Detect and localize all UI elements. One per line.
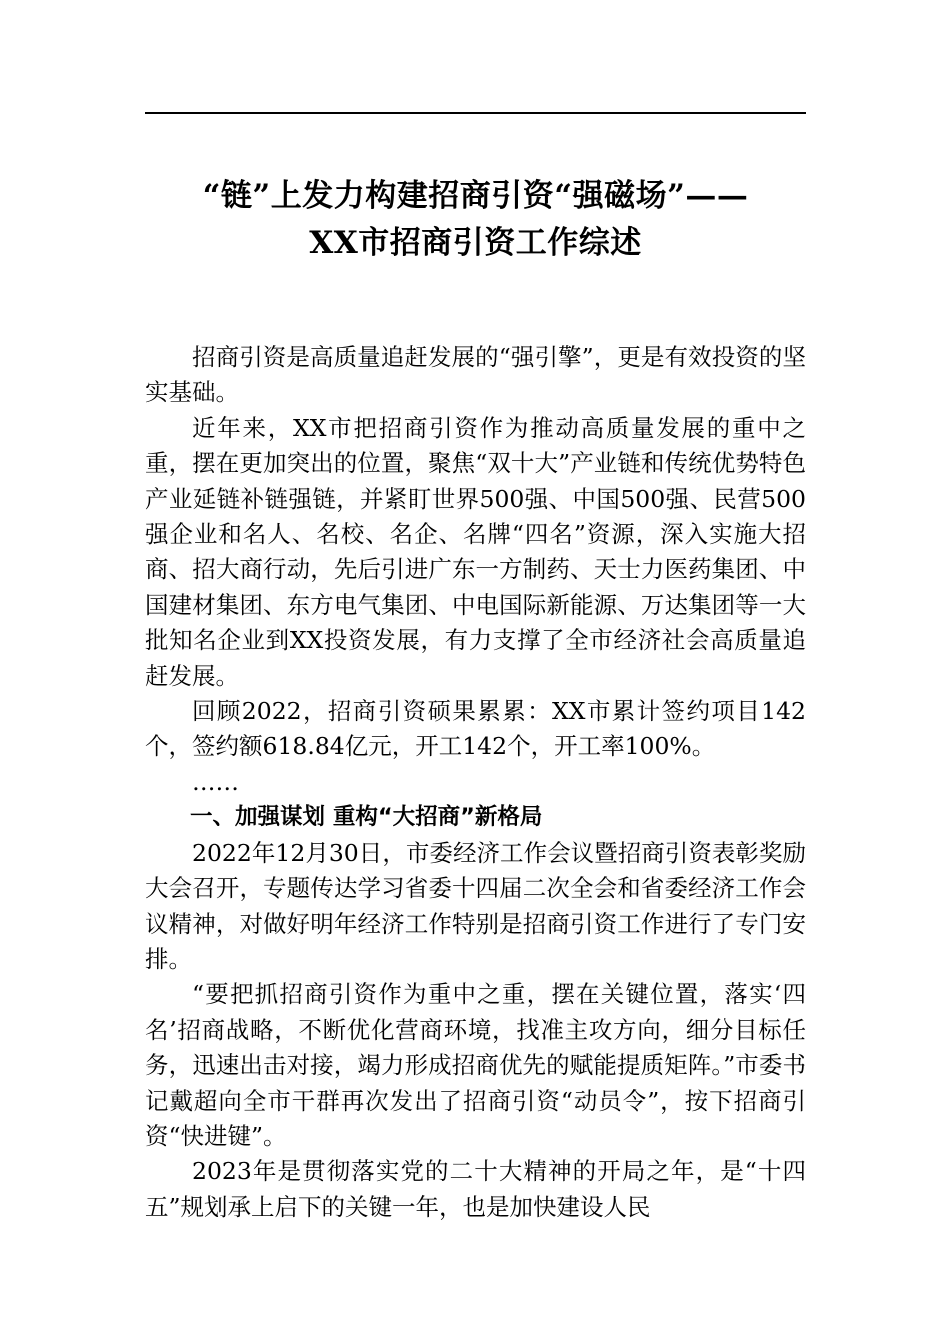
header-rule (145, 112, 806, 114)
review-paragraph: 回顾2022，招商引资硕果累累：XX市累计签约项目142个，签约额618.84亿元，开工142个，开工率100%。 (145, 697, 806, 761)
document-body (145, 340, 806, 1225)
background-paragraph: 近年来，XX市把招商引资作为推动高质量发展的重中之重，摆在更加突出的位置，聚焦“双十大”产业链和传统优势特色产业延链补链强链，并紧盯世界500强、中国500强、民营500强企业和名人、名校、名企、名牌“四名”资源，深入实施大招商、招大商行动，先后引进广东一方制药、天士力医药集团、中国建材集团、东方电气集团、中电国际新能源、万达集团等一大批知名企业到XX投资发展，有力支撑了全市经济社会高质量追赶发展。 (145, 413, 806, 690)
section-heading: 一、加强谋划 重构“大招商”新格局 (190, 804, 543, 831)
meeting-paragraph: 2022年12月30日，市委经济工作会议暨招商引资表彰奖励大会召开，专题传达学习省委十四届二次全会和省委经济工作会议精神，对做好明年经济工作特别是招商引资工作进行了专门安排。 (145, 838, 806, 973)
document-title-line-1: “链”上发力构建招商引资“强磁场”—— (202, 178, 749, 214)
intro-paragraph: 招商引资是高质量追赶发展的“强引擎”，更是有效投资的坚实基础。 (145, 343, 806, 407)
quote-paragraph: “要把抓招商引资作为重中之重，摆在关键位置，落实‘四名’招商战略，不断优化营商环境，找准主攻方向，细分目标任务，迅速出击对接，竭力形成招商优先的赋能提质矩阵。”市委书记戴超向全市干群再次发出了招商引资“动员令”，按下招商引资“快进键”。 (145, 980, 806, 1150)
ellipsis-paragraph: …… (192, 767, 239, 796)
document-title-line-2: XX市招商引资工作综述 (309, 225, 642, 261)
year-paragraph: 2023年是贯彻落实党的二十大精神的开局之年，是“十四五”规划承上启下的关键一年，也是加快建设人民 (145, 1157, 806, 1221)
